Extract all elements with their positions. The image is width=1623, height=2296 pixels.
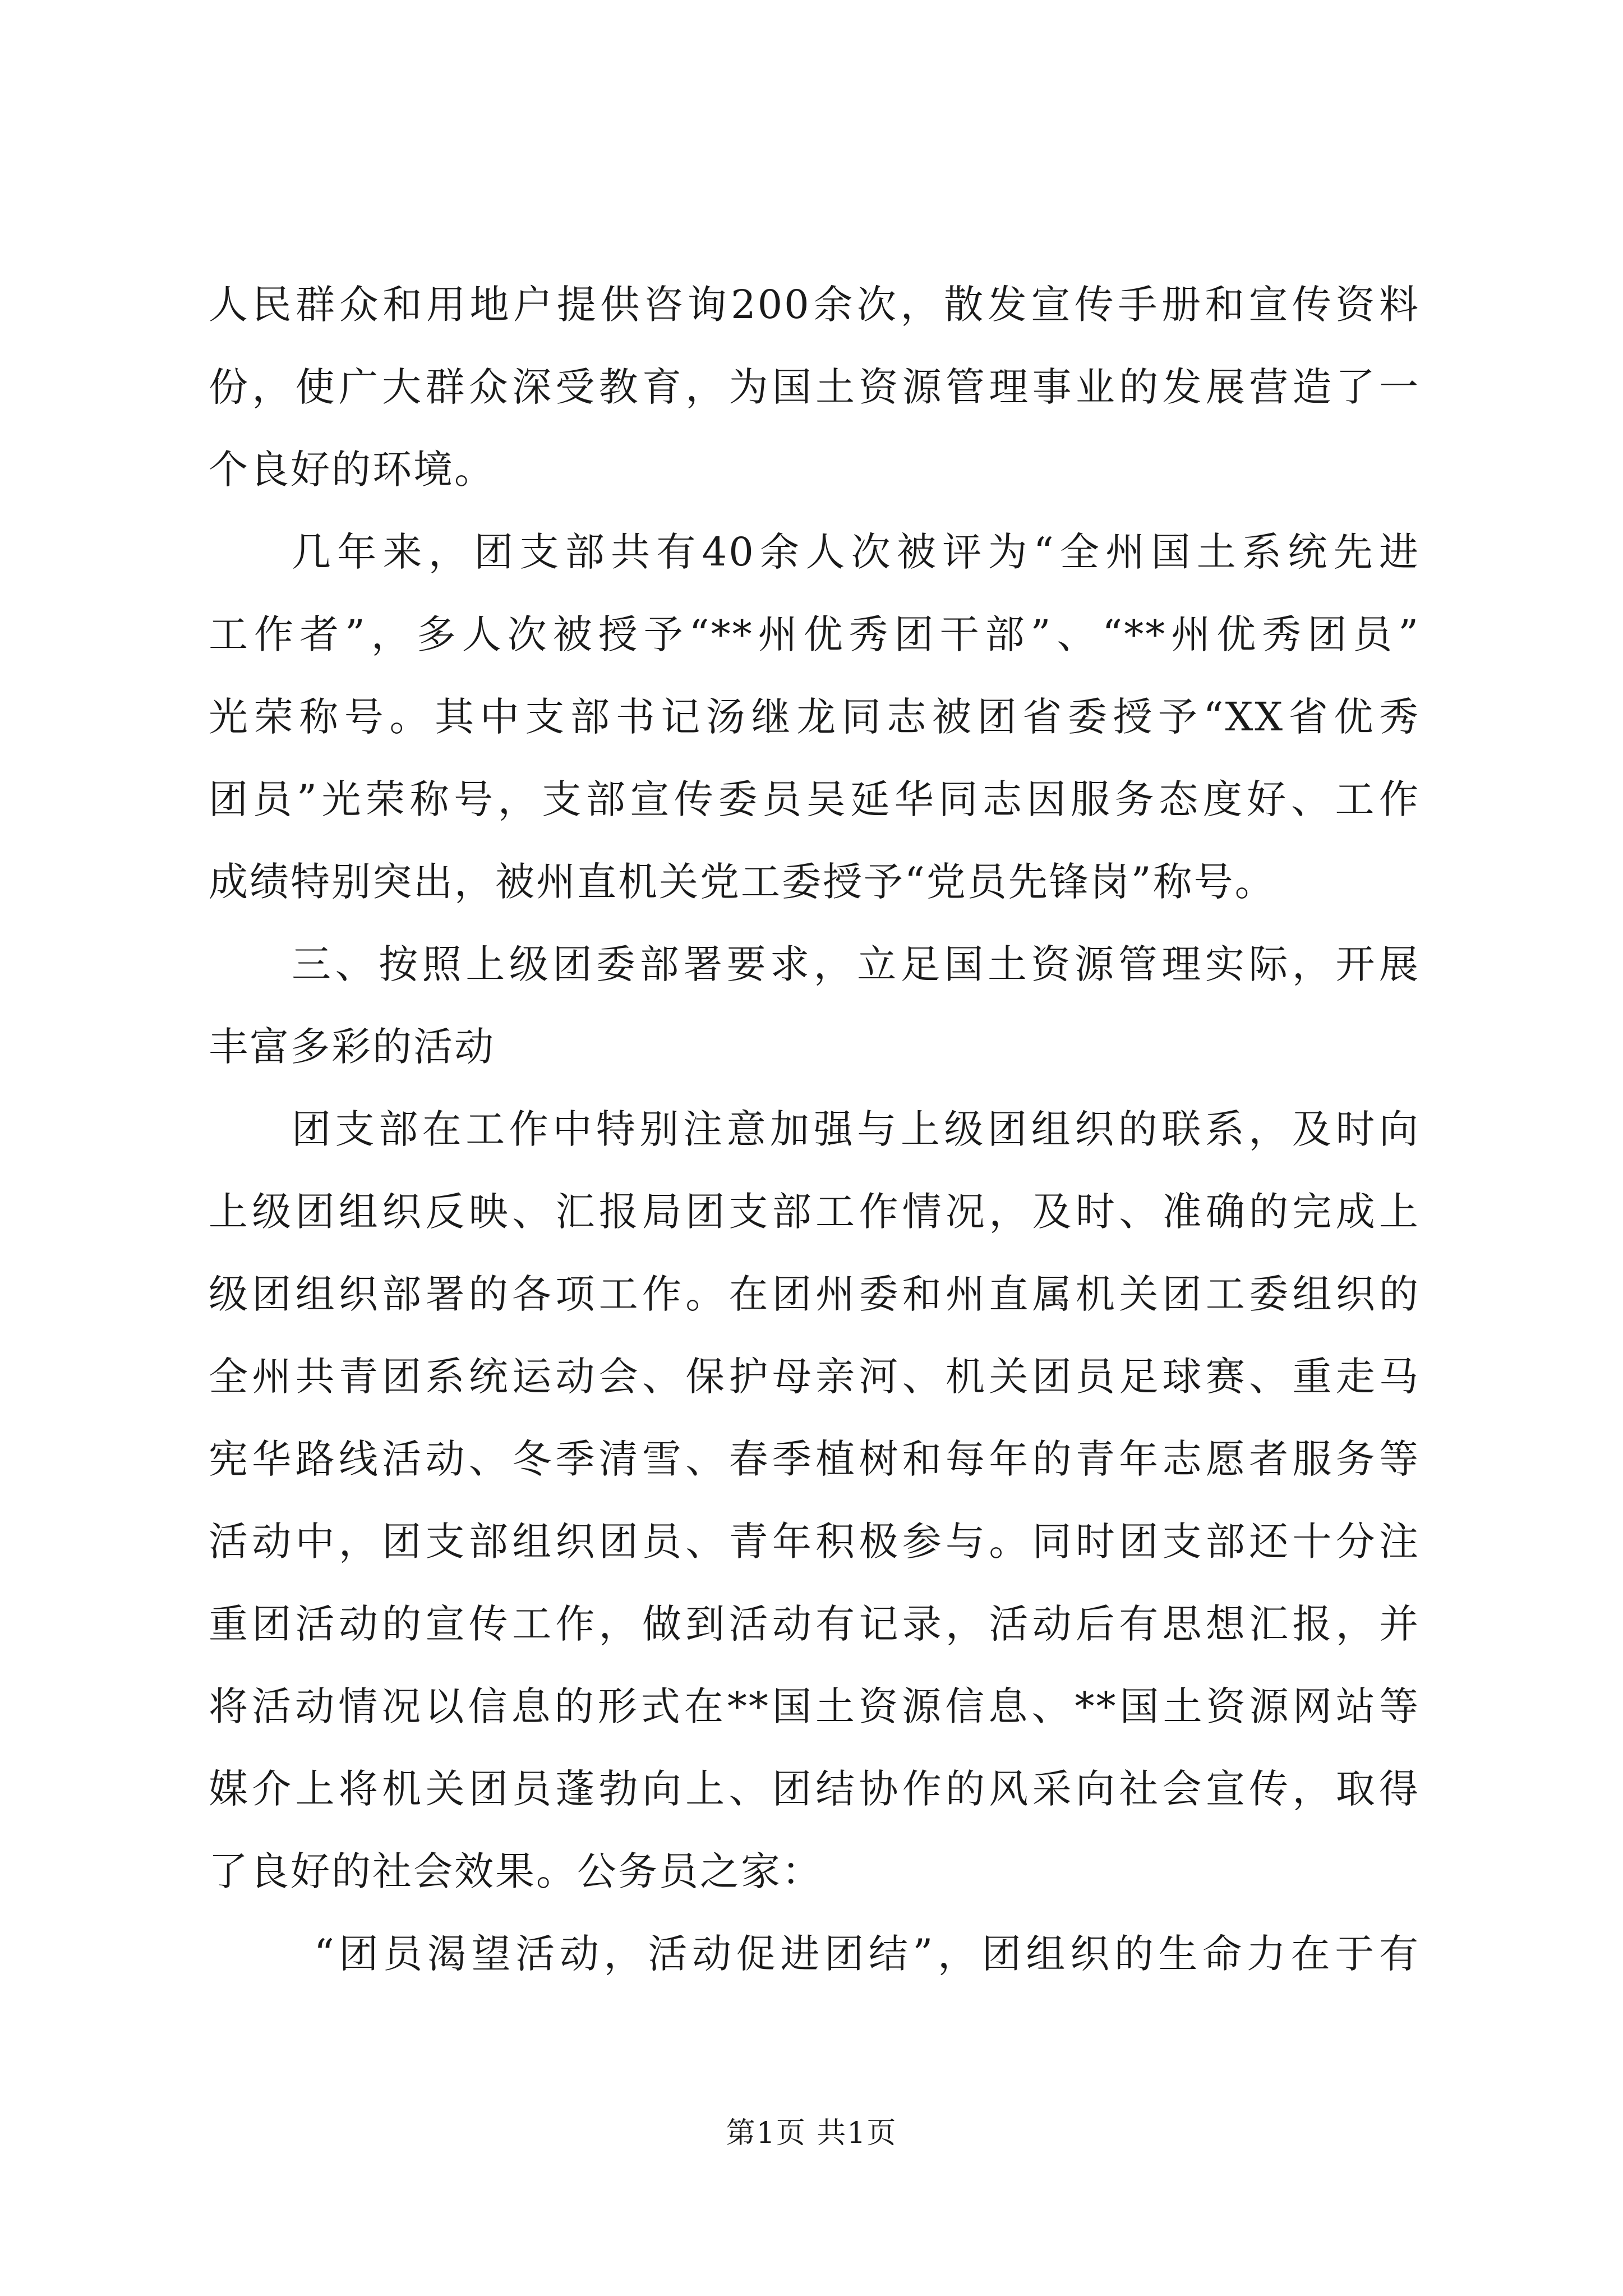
text-line: 活动中，团支部组织团员、青年积极参与。同时团支部还十分注 bbox=[209, 1519, 1420, 1565]
text-line: 将活动情况以信息的形式在**国土资源信息、**国土资源网站等 bbox=[209, 1683, 1420, 1729]
paragraph-start-line: 几年来，团支部共有40余人次被评为“全州国土系统先进 bbox=[292, 529, 1420, 575]
text-line: 份，使广大群众深受教育，为国土资源管理事业的发展营造了一 bbox=[209, 364, 1420, 410]
text-line: 成绩特别突出，被州直机关党工委授予“党员先锋岗”称号。 bbox=[209, 859, 1276, 905]
section-heading-line: 丰富多彩的活动 bbox=[209, 1024, 495, 1070]
paragraph-start-line: “团员渴望活动，活动促进团结”，团组织的生命力在于有 bbox=[314, 1931, 1420, 1977]
document-body bbox=[209, 264, 1420, 1995]
text-line: 人民群众和用地户提供咨询200余次，散发宣传手册和宣传资料 bbox=[209, 282, 1420, 328]
text-line: 级团组织部署的各项工作。在团州委和州直属机关团工委组织的 bbox=[209, 1271, 1420, 1317]
text-line: 媒介上将机关团员蓬勃向上、团结协作的风采向社会宣传，取得 bbox=[209, 1766, 1420, 1812]
section-heading-line: 三、按照上级团委部署要求，立足国土资源管理实际，开展 bbox=[292, 941, 1420, 987]
text-line: 团员”光荣称号，支部宣传委员吴延华同志因服务态度好、工作 bbox=[209, 776, 1420, 822]
text-line: 重团活动的宣传工作，做到活动有记录，活动后有思想汇报，并 bbox=[209, 1601, 1420, 1647]
text-line: 光荣称号。其中支部书记汤继龙同志被团省委授予“XX省优秀 bbox=[209, 694, 1420, 740]
text-line: 宪华路线活动、冬季清雪、春季植树和每年的青年志愿者服务等 bbox=[209, 1436, 1420, 1482]
text-line: 上级团组织反映、汇报局团支部工作情况，及时、准确的完成上 bbox=[209, 1189, 1420, 1235]
paragraph-start-line: 团支部在工作中特别注意加强与上级团组织的联系，及时向 bbox=[292, 1106, 1420, 1152]
page-number-footer: 第1页 共1页 bbox=[726, 2116, 897, 2150]
text-line: 全州共青团系统运动会、保护母亲河、机关团员足球赛、重走马 bbox=[209, 1354, 1420, 1400]
text-line: 个良好的环境。 bbox=[209, 447, 495, 493]
text-line: 工作者”，多人次被授予“**州优秀团干部”、“**州优秀团员” bbox=[209, 611, 1420, 657]
text-line: 了良好的社会效果。公务员之家： bbox=[209, 1848, 823, 1894]
